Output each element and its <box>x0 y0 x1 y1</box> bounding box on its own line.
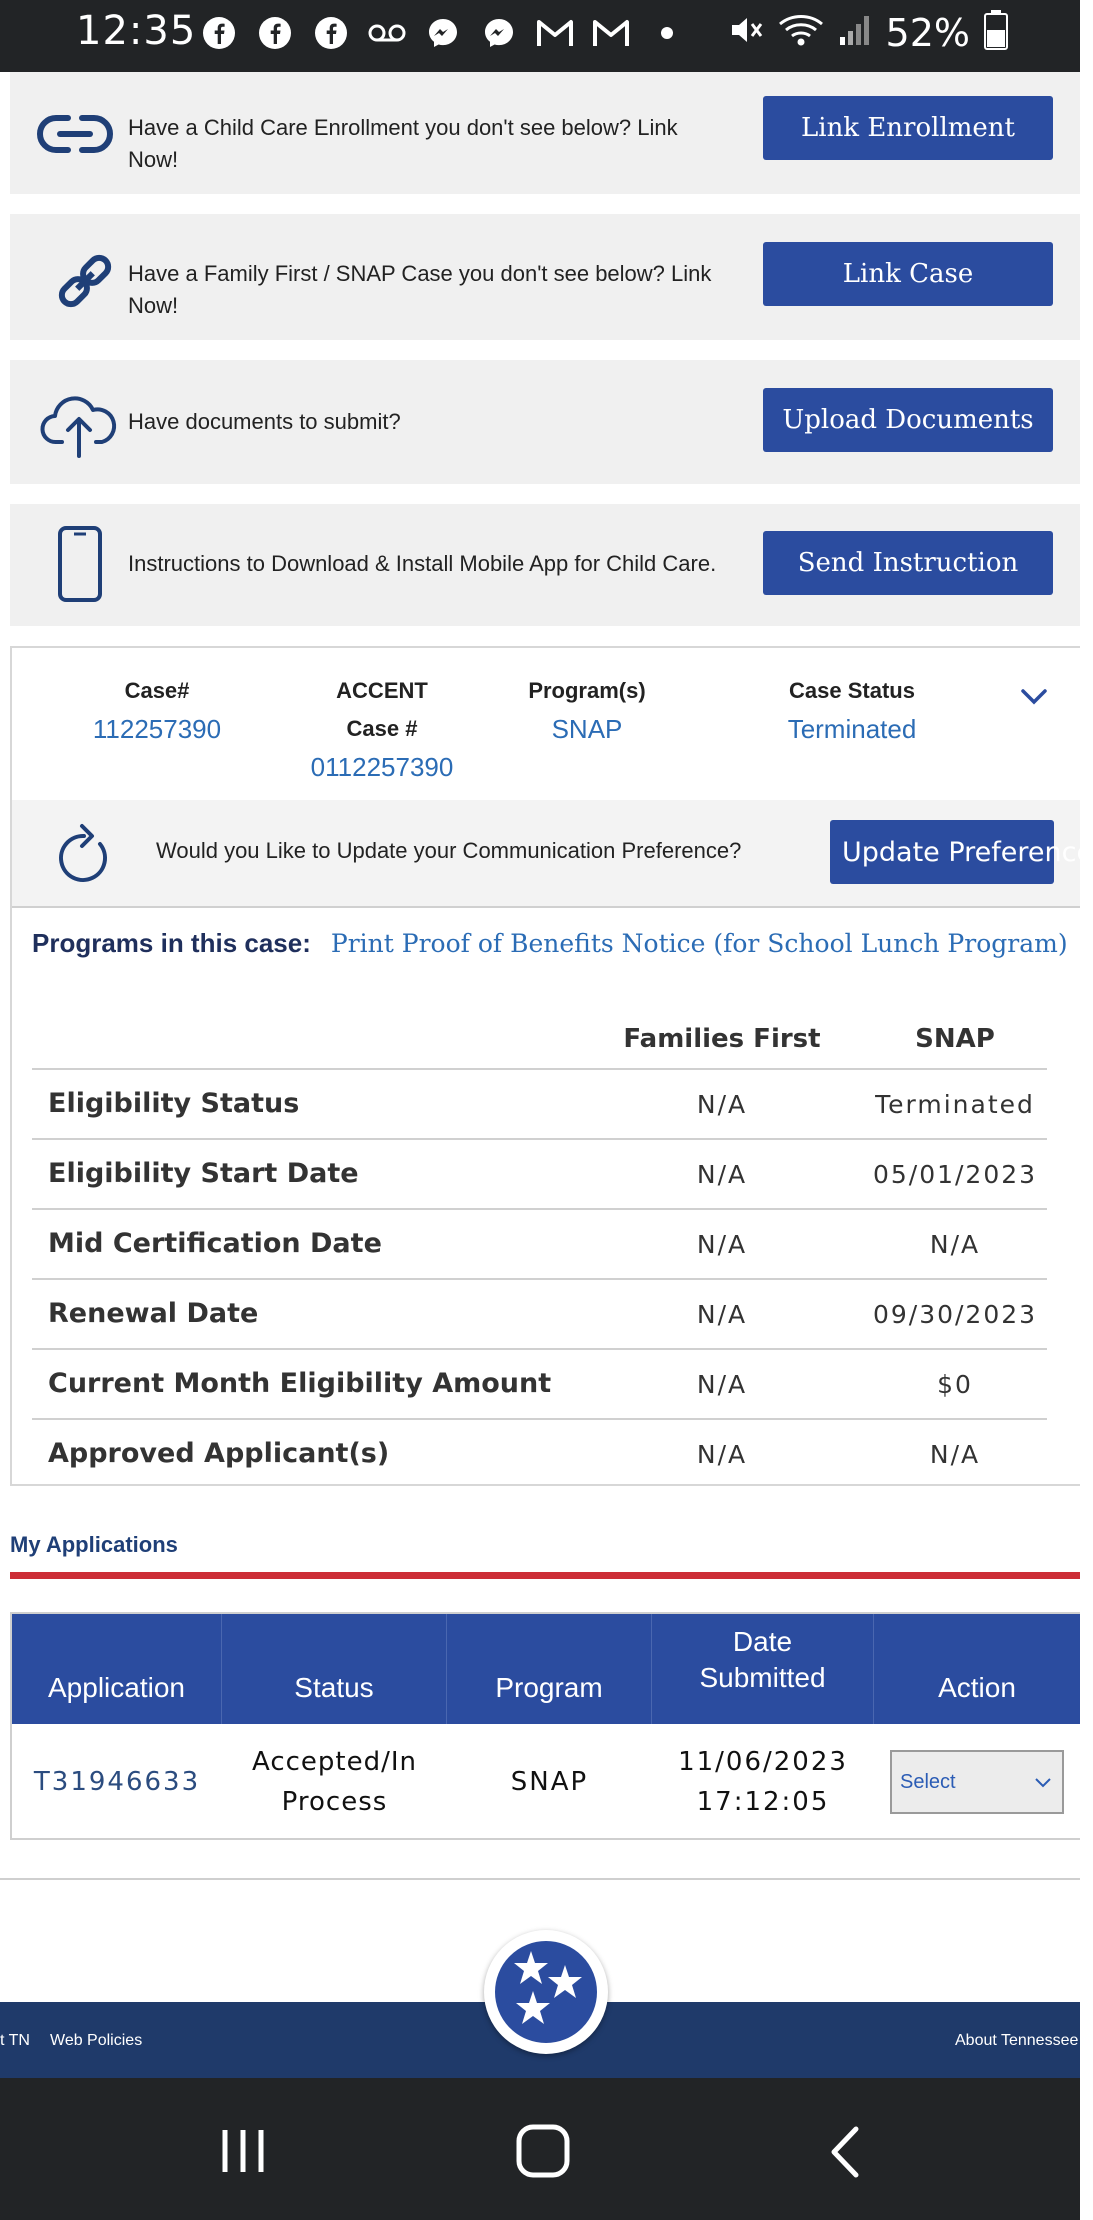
application-date: 11/06/2023 17:12:05 <box>678 1747 848 1817</box>
facebook-icon <box>256 14 294 52</box>
programs-value: SNAP <box>551 714 623 744</box>
table-row <box>12 1726 1080 1838</box>
snap-value: N/A <box>929 1440 981 1469</box>
snap-value: N/A <box>929 1230 981 1259</box>
table-row <box>32 1210 1047 1280</box>
link-case-card <box>10 214 1080 340</box>
families-first-value: N/A <box>696 1230 748 1259</box>
link-enrollment-card <box>10 72 1080 194</box>
accent-case-label: Case # <box>346 716 418 741</box>
programs-in-case-label: Programs in this case: <box>32 928 311 958</box>
cloud-upload-icon <box>40 388 118 463</box>
refresh-icon <box>52 822 116 893</box>
link-enrollment-button[interactable]: Link Enrollment <box>763 96 1053 160</box>
link-case-button[interactable]: Link Case <box>763 242 1053 306</box>
footer-link-about-tennessee[interactable]: About Tennessee <box>955 2032 1079 2049</box>
link-case-text: Have a Family First / SNAP Case you don't see below? Link Now! <box>128 261 712 318</box>
communication-preference-text: Would you Like to Update your Communication Preference? <box>156 838 742 863</box>
row-label: Current Month Eligibility Amount <box>48 1368 552 1399</box>
send-instruction-text: Instructions to Download & Install Mobile App for Child Care. <box>128 551 717 576</box>
back-icon[interactable] <box>828 2126 862 2183</box>
mobile-phone-icon <box>56 524 104 609</box>
snap-header: SNAP <box>915 1024 995 1054</box>
program-header: Program <box>447 1614 652 1724</box>
link-icon <box>40 106 110 167</box>
table-row <box>32 1140 1047 1210</box>
upload-documents-button[interactable]: Upload Documents <box>763 388 1053 452</box>
send-instruction-card <box>10 504 1080 626</box>
table-row <box>32 1070 1047 1140</box>
applications-table-header <box>12 1614 1080 1724</box>
accent-case-column <box>282 672 482 786</box>
case-status-label: Case Status <box>789 678 915 703</box>
status-time: 12:35 <box>76 8 197 54</box>
section-divider <box>10 1572 1080 1579</box>
eligibility-table-header <box>32 1008 1047 1070</box>
date-submitted-header: Date Submitted <box>652 1614 874 1724</box>
gmail-icon <box>592 14 630 52</box>
row-label: Mid Certification Date <box>48 1228 382 1259</box>
application-header: Application <box>12 1614 222 1724</box>
families-first-header: Families First <box>623 1024 821 1054</box>
communication-preference-bar <box>12 800 1093 908</box>
case-number-column <box>62 672 252 748</box>
families-first-value: N/A <box>696 1300 748 1329</box>
facebook-icon <box>312 14 350 52</box>
my-applications-title: My Applications <box>10 1532 178 1557</box>
snap-value: 05/01/2023 <box>872 1160 1038 1189</box>
signal-icon <box>838 13 872 52</box>
table-row <box>32 1280 1047 1350</box>
applications-table <box>10 1612 1080 1840</box>
application-status: Accepted/In Process <box>251 1747 418 1817</box>
footer-link-web-policies[interactable]: Web Policies <box>50 2032 143 2049</box>
facebook-icon <box>200 14 238 52</box>
gmail-icon <box>536 14 574 52</box>
upload-documents-text: Have documents to submit? <box>128 409 401 434</box>
families-first-value: N/A <box>696 1090 748 1119</box>
programs-in-case-row <box>32 928 1068 959</box>
row-label: Eligibility Status <box>48 1088 300 1119</box>
programs-column <box>502 672 672 748</box>
case-status-column <box>752 672 952 748</box>
dot-icon <box>648 14 686 52</box>
chevron-down-icon <box>1034 1772 1052 1795</box>
action-select[interactable]: Select <box>890 1750 1064 1814</box>
case-status-value: Terminated <box>787 714 917 744</box>
voicemail-icon <box>368 14 406 52</box>
tennessee-seal-logo <box>484 1930 608 2054</box>
update-preference-button[interactable]: Update Preference <box>830 820 1054 884</box>
case-panel <box>10 646 1093 1486</box>
upload-documents-card <box>10 360 1080 484</box>
table-row <box>32 1350 1047 1420</box>
print-proof-of-benefits-link[interactable]: Print Proof of Benefits Notice (for School Lunch Program) <box>330 929 1068 958</box>
chain-link-icon <box>54 250 116 317</box>
case-number-value: 112257390 <box>92 714 222 744</box>
families-first-value: N/A <box>696 1160 748 1189</box>
accent-case-value: 0112257390 <box>310 752 454 782</box>
recent-apps-icon[interactable] <box>218 2126 268 2181</box>
chevron-down-icon[interactable] <box>1020 688 1048 711</box>
android-nav-bar <box>0 2078 1080 2220</box>
action-header: Action <box>938 1672 1016 1703</box>
application-program: SNAP <box>510 1767 589 1797</box>
snap-value: Terminated <box>875 1090 1035 1119</box>
home-icon[interactable] <box>516 2124 570 2183</box>
notification-icons <box>200 14 686 52</box>
wifi-icon <box>778 12 824 53</box>
status-bar <box>0 0 1080 72</box>
mute-icon <box>728 12 764 53</box>
footer-link-about-tn[interactable]: t TN <box>0 2032 30 2049</box>
link-enrollment-text: Have a Child Care Enrollment you don't see below? Link Now! <box>128 115 678 172</box>
families-first-value: N/A <box>696 1440 748 1469</box>
send-instruction-button[interactable]: Send Instruction <box>763 531 1053 595</box>
application-number[interactable]: T31946633 <box>33 1767 201 1797</box>
programs-label: Program(s) <box>528 678 646 703</box>
accent-label: ACCENT <box>336 678 428 703</box>
snap-value: $0 <box>937 1370 973 1399</box>
row-label: Approved Applicant(s) <box>48 1438 390 1469</box>
battery-icon <box>984 10 1008 55</box>
families-first-value: N/A <box>696 1370 748 1399</box>
row-label: Renewal Date <box>48 1298 259 1329</box>
row-label: Eligibility Start Date <box>48 1158 359 1189</box>
case-number-label: Case# <box>124 678 190 703</box>
battery-percent: 52% <box>885 10 970 55</box>
snap-value: 09/30/2023 <box>872 1300 1038 1329</box>
messenger-icon <box>480 14 518 52</box>
eligibility-table <box>32 1008 1047 1490</box>
table-row <box>32 1420 1047 1490</box>
status-header: Status <box>222 1614 447 1724</box>
messenger-icon <box>424 14 462 52</box>
system-icons <box>728 10 1008 55</box>
